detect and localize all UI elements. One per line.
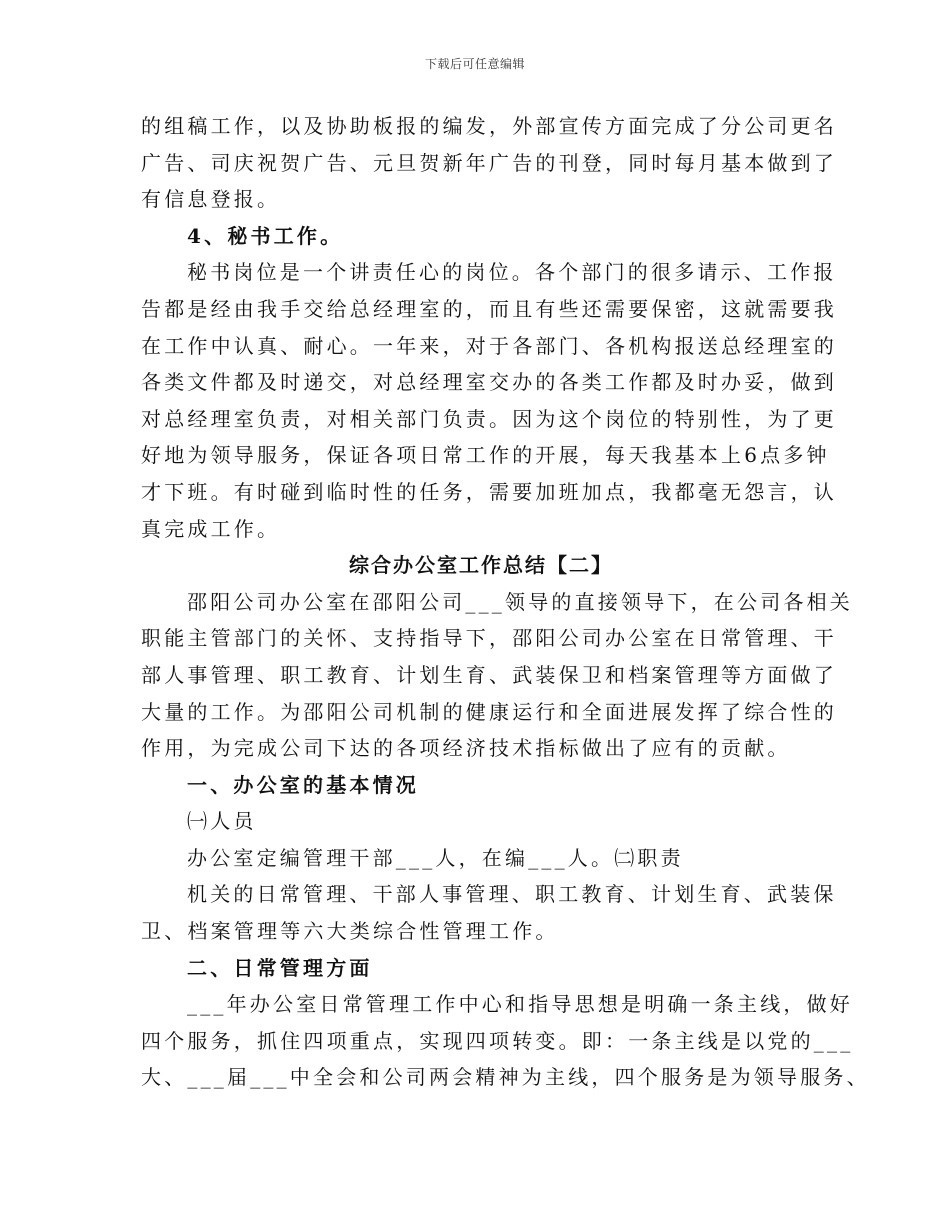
paragraph-line: 部人事管理、职工教育、计划生育、武装保卫和档案管理等方面做了	[141, 662, 837, 687]
paragraph-line: 告都是经由我手交给总经理室的，而且有些还需要保密，这就需要我	[141, 296, 837, 321]
paragraph-line: 机关的日常管理、干部人事管理、职工教育、计划生育、武装保	[187, 882, 837, 907]
document-body	[141, 108, 870, 1096]
paragraph-line: 各类文件都及时递交，对总经理室交办的各类工作都及时办妥，做到	[141, 370, 837, 395]
section-heading: 4、秘书工作。	[187, 223, 344, 248]
paragraph-line: 大量的工作。为邵阳公司机制的健康运行和全面进展发挥了综合性的	[141, 699, 837, 724]
paragraph-line: 四个服务，抓住四项重点，实现四项转变。即：一条主线是以党的___	[141, 1028, 854, 1053]
paragraph-line: 职能主管部门的关怀、支持指导下，邵阳公司办公室在日常管理、干	[141, 626, 837, 651]
paragraph-line: 好地为领导服务，保证各项日常工作的开展，每天我基本上6点多钟	[141, 443, 830, 468]
paragraph-line: 的组稿工作，以及协助板报的编发，外部宣传方面完成了分公司更名	[141, 114, 837, 138]
paragraph-line: 作用，为完成公司下达的各项经济技术指标做出了应有的贡献。	[141, 736, 791, 761]
paragraph-line: 广告、司庆祝贺广告、元旦贺新年广告的刊登，同时每月基本做到了	[141, 150, 837, 175]
section-heading: 二、日常管理方面	[187, 955, 373, 980]
paragraph-line: 真完成工作。	[141, 516, 281, 541]
paragraph-line: 对总经理室负责，对相关部门负责。因为这个岗位的特别性，为了更	[141, 406, 837, 431]
paragraph-line: 有信息登报。	[141, 187, 281, 212]
section-heading: 一、办公室的基本情况	[187, 772, 419, 797]
paragraph-line: 邵阳公司办公室在邵阳公司___领导的直接领导下，在公司各相关	[187, 589, 853, 614]
paragraph-line: 秘书岗位是一个讲责任心的岗位。各个部门的很多请示、工作报	[187, 260, 837, 285]
paragraph-line: 办公室定编管理干部___人，在编___人。㈡职责	[187, 845, 684, 870]
subsection-heading: ㈠人员	[187, 809, 257, 834]
paragraph-line: 才下班。有时碰到临时性的任务，需要加班加点，我都毫无怨言，认	[141, 479, 837, 504]
paragraph-line: 在工作中认真、耐心。一年来，对于各部门、各机构报送总经理室的	[141, 333, 837, 358]
paragraph-line: ___年办公室日常管理工作中心和指导思想是明确一条主线，做好	[187, 992, 853, 1017]
document-title: 综合办公室工作总结【二】	[349, 553, 613, 578]
paragraph-line: 大、___届___中全会和公司两会精神为主线，四个服务是为领导服务、	[141, 1065, 870, 1090]
page-header: 下载后可任意编辑	[424, 57, 525, 71]
paragraph-line: 卫、档案管理等六大类综合性管理工作。	[141, 919, 559, 944]
